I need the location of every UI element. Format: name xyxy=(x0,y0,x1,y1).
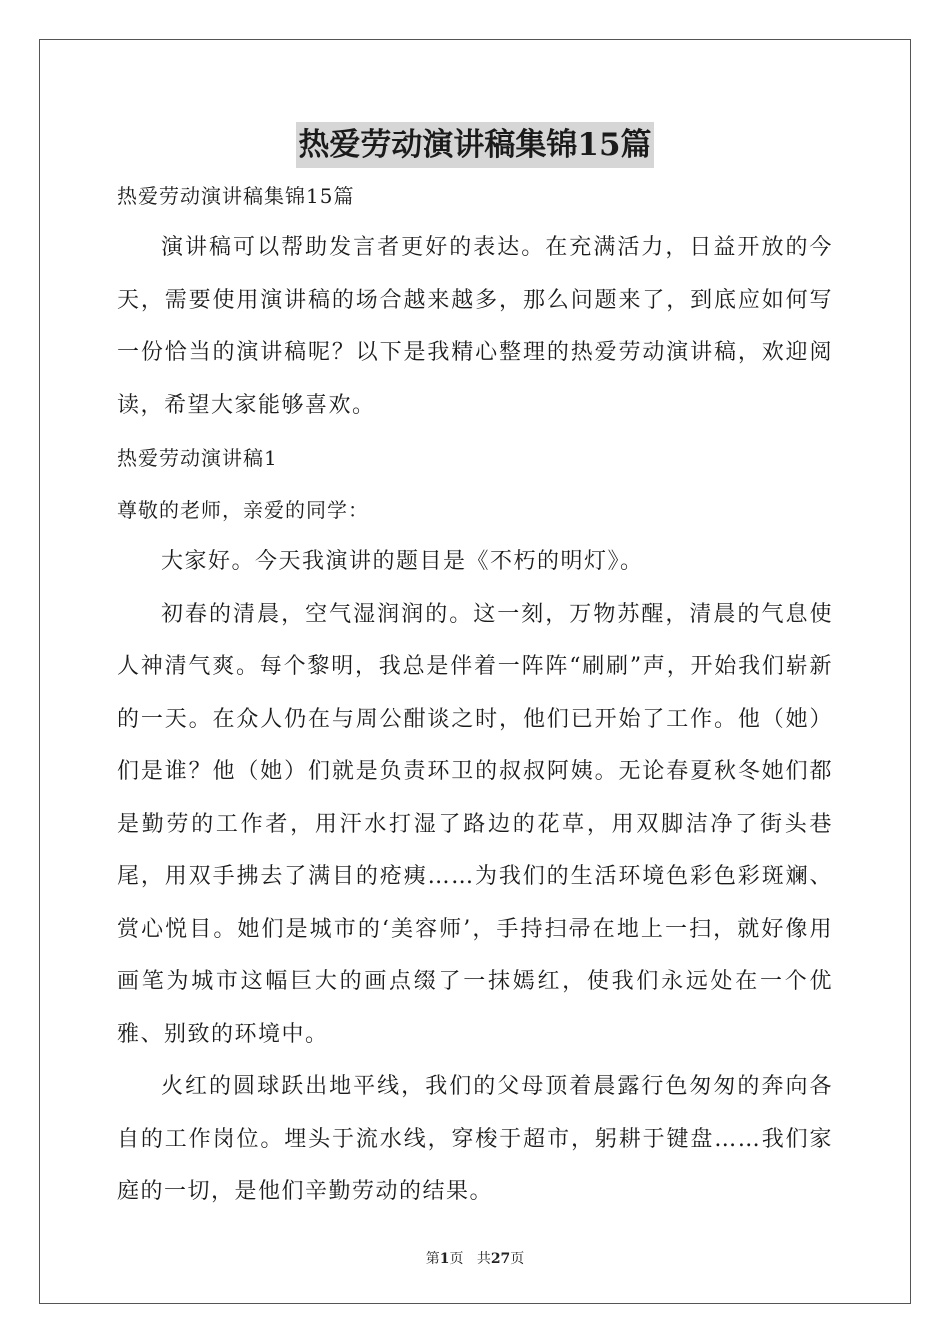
intro-paragraph: 演讲稿可以帮助发言者更好的表达。在充满活力，日益开放的今天，需要使用演讲稿的场合越来越多，那么问题来了，到底应如何写一份恰当的演讲稿呢？以下是我精心整理的热爱劳动演讲稿，欢迎阅读，希望大家能够喜欢。 xyxy=(117,235,833,418)
page-footer xyxy=(0,1248,950,1268)
body-paragraph: 大家好。今天我演讲的题目是《不朽的明灯》。 xyxy=(161,549,644,574)
body-paragraph: 初春的清晨，空气湿润润的。这一刻，万物苏醒，清晨的气息使人神清气爽。每个黎明，我总是伴着一阵阵“刷刷”声，开始我们崭新的一天。在众人仍在与周公酣谈之时，他们已开始了工作。他（她）们是谁？他（她）们就是负责环卫的叔叔阿姨。无论春夏秋冬她们都是勤劳的工作者，用汗水打湿了路边的花草，用双脚洁净了街头巷尾，用双手拂去了满目的疮痍……为我们的生活环境色彩色彩斑斓、赏心悦目。她们是城市的‘美容师’，手持扫帚在地上一扫，就好像用画笔为城市这幅巨大的画点缀了一抹嫣红，使我们永远处在一个优雅、别致的环境中。 xyxy=(117,601,833,1047)
document-body xyxy=(117,118,833,1219)
body-paragraph: 火红的圆球跃出地平线，我们的父母顶着晨露行色匆匆的奔向各自的工作岗位。埋头于流水线，穿梭于超市，躬耕于键盘……我们家庭的一切，是他们辛勤劳动的结果。 xyxy=(117,1074,833,1204)
footer-total-prefix: 共 xyxy=(476,1251,491,1267)
section-heading: 热爱劳动演讲稿1 xyxy=(117,446,278,470)
greeting: 尊敬的老师，亲爱的同学： xyxy=(117,498,369,522)
document-title-text: 热爱劳动演讲稿集锦15篇 xyxy=(296,122,653,168)
footer-total-suffix: 页 xyxy=(510,1251,525,1267)
footer-page-suffix: 页 xyxy=(449,1251,464,1267)
document-title xyxy=(117,118,833,170)
document-subtitle: 热爱劳动演讲稿集锦15篇 xyxy=(117,184,355,208)
footer-total-pages: 27 xyxy=(490,1251,511,1267)
footer-page-prefix: 第 xyxy=(425,1251,440,1267)
footer-page-number: 1 xyxy=(439,1251,450,1267)
